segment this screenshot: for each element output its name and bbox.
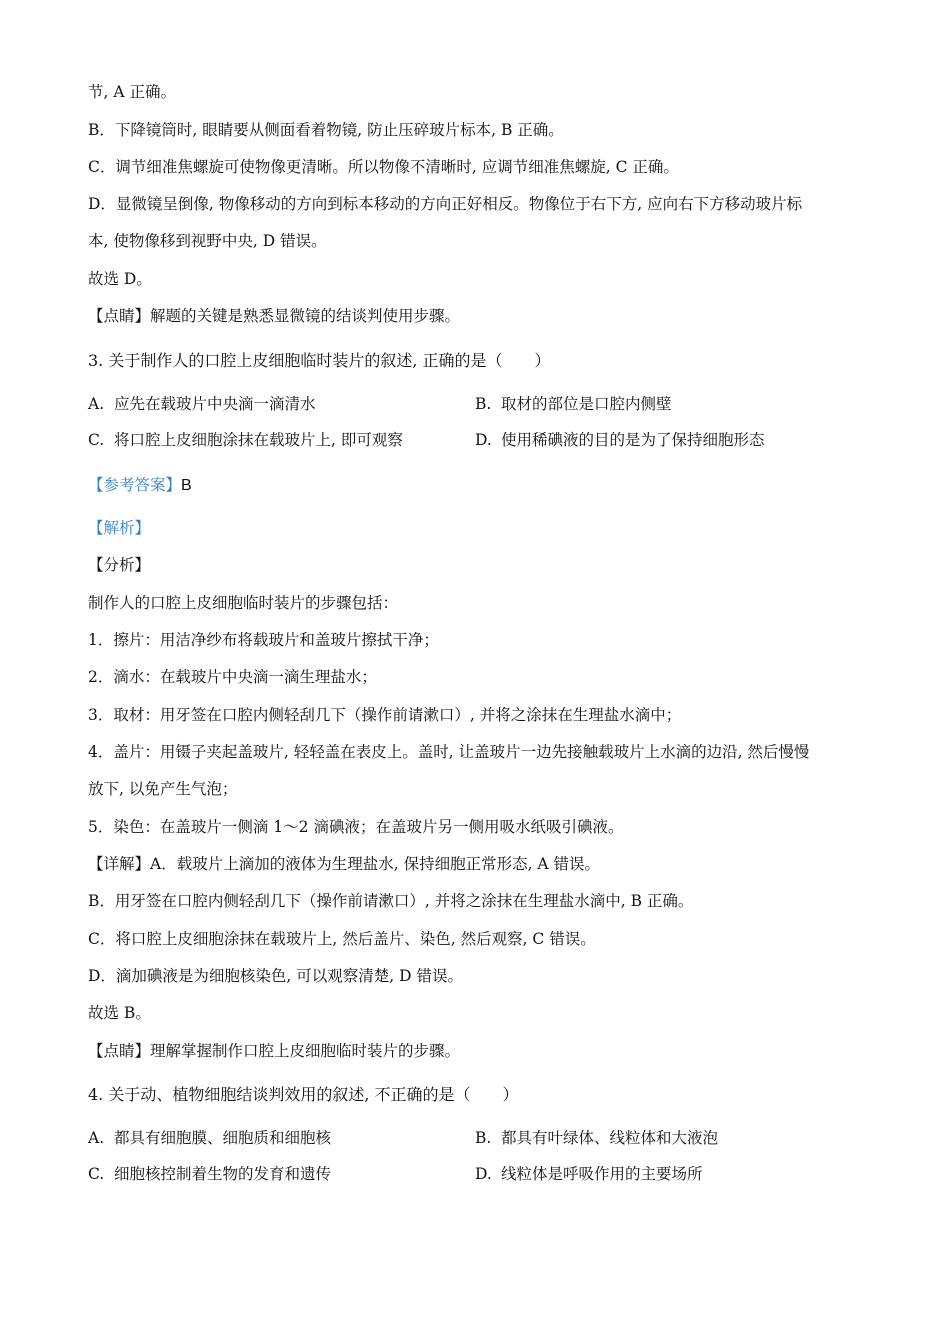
option-key: C.: [88, 431, 105, 449]
q3-option-b[interactable]: [475, 394, 672, 414]
option-key: A.: [88, 1129, 105, 1147]
steps-intro: 制作人的口腔上皮细胞临时装片的步骤包括：: [88, 594, 399, 612]
detail-tag: 【详解】: [88, 855, 151, 873]
fenxi-tag: 【分析】: [88, 556, 151, 574]
text-line: B．下降镜筒时, 眼睛要从侧面看着物镜, 防止压碎玻片标本, B 正确。: [88, 121, 564, 139]
option-key: D.: [475, 1165, 492, 1183]
text-line: D．显微镜呈倒像, 物像移动的方向到标本移动的方向正好相反。物像位于右下方, 应向右下方移动玻片标: [88, 195, 803, 213]
choice-line: 故选 D。: [88, 270, 152, 288]
text-line: C．将口腔上皮细胞涂抹在载玻片上, 然后盖片、染色, 然后观察, C 错误。: [88, 930, 596, 948]
step-item: 放下, 以免产生气泡；: [88, 780, 238, 798]
option-text: 都具有叶绿体、线粒体和大液泡: [501, 1129, 719, 1147]
tip-tag: 【点睛】: [88, 307, 151, 325]
step-item: 5．染色：在盖玻片一侧滴 1～2 滴碘液；在盖玻片另一侧用吸水纸吸引碘液。: [88, 818, 624, 836]
q4-option-d[interactable]: [475, 1164, 703, 1184]
step-item: 3．取材：用牙签在口腔内侧轻刮几下（操作前请漱口）, 并将之涂抹在生理盐水滴中；: [88, 706, 682, 724]
detail-text: A．载玻片上滴加的液体为生理盐水, 保持细胞正常形态, A 错误。: [150, 855, 601, 873]
q3-option-d[interactable]: [475, 430, 765, 450]
text-line: 本, 使物像移到视野中央, D 错误。: [88, 232, 327, 250]
option-text: 线粒体是呼吸作用的主要场所: [501, 1165, 703, 1183]
q3-option-c[interactable]: [88, 430, 403, 450]
q3-option-a[interactable]: [88, 394, 316, 414]
step-item: 1．擦片：用洁净纱布将载玻片和盖玻片擦拭干净；: [88, 631, 439, 649]
answer-tag: 【参考答案】: [88, 476, 182, 494]
option-key: A.: [88, 395, 105, 413]
tip-tag: 【点睛】: [88, 1042, 151, 1060]
text-line: 节, A 正确。: [88, 83, 176, 101]
q4-option-a[interactable]: [88, 1128, 331, 1148]
answer-line: [88, 475, 860, 496]
answer-value: B: [181, 477, 192, 494]
step-item: 4．盖片：用镊子夹起盖玻片, 轻轻盖在表皮上。盖时, 让盖玻片一边先接触载玻片上水滴的边沿, 然后慢慢: [88, 743, 810, 761]
option-text: 都具有细胞膜、细胞质和细胞核: [114, 1129, 332, 1147]
text-line: D．滴加碘液是为细胞核染色, 可以观察清楚, D 错误。: [88, 967, 463, 985]
detail-line: [88, 854, 860, 874]
option-text: 应先在载玻片中央滴一滴清水: [114, 395, 316, 413]
tip-text: 解题的关键是熟悉显微镜的结谈判使用步骤。: [150, 307, 461, 325]
question-3-stem: 3. 关于制作人的口腔上皮细胞临时装片的叙述, 正确的是（ ）: [88, 351, 551, 370]
step-item: 2．滴水：在载玻片中央滴一滴生理盐水；: [88, 668, 377, 686]
question-4-stem: 4. 关于动、植物细胞结谈判效用的叙述, 不正确的是（ ）: [88, 1085, 519, 1104]
option-text: 使用稀碘液的目的是为了保持细胞形态: [501, 431, 765, 449]
tip-line: [88, 1041, 860, 1061]
option-text: 将口腔上皮细胞涂抹在载玻片上, 即可观察: [114, 431, 403, 449]
q4-option-c[interactable]: [88, 1164, 331, 1184]
choice-line: 故选 B。: [88, 1004, 151, 1022]
option-text: 细胞核控制着生物的发育和遗传: [114, 1165, 332, 1183]
analysis-tag: 【解析】: [88, 519, 151, 537]
tip-line: [88, 306, 860, 326]
q4-option-b[interactable]: [475, 1128, 718, 1148]
option-key: D.: [475, 431, 492, 449]
option-key: C.: [88, 1165, 105, 1183]
tip-text: 理解掌握制作口腔上皮细胞临时装片的步骤。: [150, 1042, 461, 1060]
text-line: B．用牙签在口腔内侧轻刮几下（操作前请漱口）, 并将之涂抹在生理盐水滴中, B 正确。: [88, 892, 694, 910]
option-key: B.: [475, 1129, 492, 1147]
option-text: 取材的部位是口腔内侧壁: [501, 395, 672, 413]
option-key: B.: [475, 395, 492, 413]
text-line: C．调节细准焦螺旋可使物像更清晰。所以物像不清晰时, 应调节细准焦螺旋, C 正确。: [88, 158, 679, 176]
